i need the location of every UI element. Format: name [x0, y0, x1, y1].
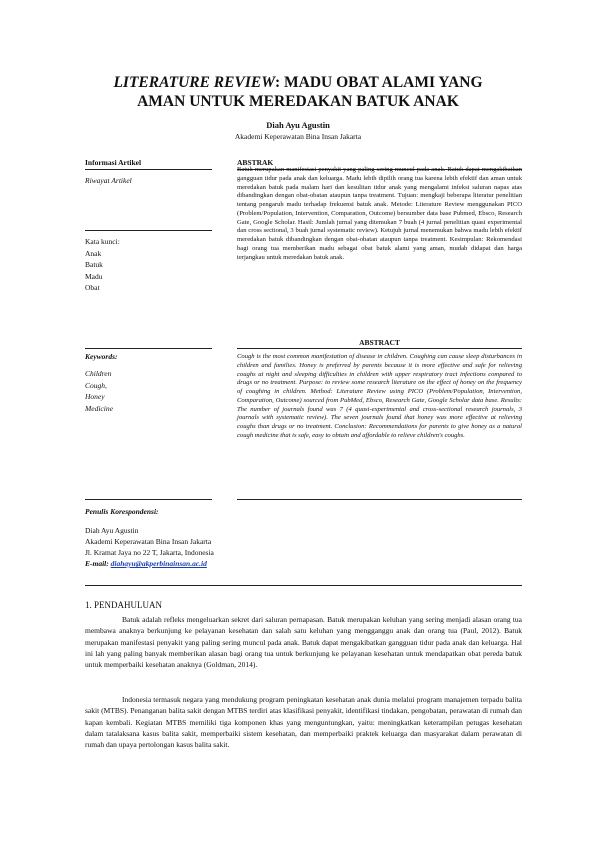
keywords-id-block: [85, 236, 120, 294]
keyword-id: Obat: [85, 283, 100, 292]
intro-paragraph-1: Batuk adalah refleks mengeluarkan sekret dari saluran pernapasan. Batuk merupakan keluhan yang sering menjadi alasan orang tua membawa anaknya berkunjung ke pelayanan kesehatan dan salah satu keluhan yang mengganggu anak dan orang tua (Paul, 2012). Batuk merupakan manifestasi penyakit yang paling sering muncul pada anak. Batuk dapat mengakibatkan gangguan tidur pada anak dan keluarga. Hal ini lah yang paling banyak memberikan alasan bagi orang tua untuk berkunjung ke pelayanan kesehatan untuk mendapatkan obat pereda batuk untuk memperbaiki kesehatan anaknya (Goldman, 2014).: [85, 615, 522, 670]
correspondence-block: [85, 506, 214, 569]
keywords-en-block: [85, 368, 113, 414]
title-line1-rest: : MADU OBAT ALAMI YANG: [274, 74, 483, 91]
abstract-heading: ABSTRACT: [359, 338, 400, 347]
divider-top-left: [85, 169, 212, 170]
section-heading-pendahuluan: 1. PENDAHULUAN: [85, 600, 162, 610]
paper-title: [60, 73, 536, 111]
abstract-text: Cough is the most common manifestation of disease in children. Coughing can cause sleep disturbances in children and families. Honey is preferred by parents because it is more effective and safe for relieving coughs at night and sleeping difficulties in children with upper respiratory tract infections compared to drugs or no treatment. Purpose: to review some research literature on the effect of honey on the frequency of coughing in children. Method: Literature Review using PICO (Problem/Population, Intervention, Comparation, Outcome) sourced from PubMed, Ebsco, Research Gate, Google Scholar data base. Results: The number of journals found was 7 (4 quasi-experimental and cross-sectional research journals, 3 journals with systematic review). The seven journals found that honey was more effective at relieving coughs than drugs or no treatment. Conclusion: Recommendations for parents to give honey as a natural cough medicine that is safe, easy to obtain and affordable to relieve children's coughs.: [237, 353, 522, 439]
divider-abstract-left: [85, 348, 212, 349]
divider-keywords-left: [85, 230, 212, 231]
keyword-en: Honey: [85, 392, 105, 401]
correspondence-email-line: [85, 558, 214, 569]
divider-bottom-right: [237, 499, 522, 500]
divider-section: [85, 585, 522, 586]
keyword-en: Cough,: [85, 380, 107, 390]
divider-abstract-right: [237, 348, 522, 349]
title-italic-part: LITERATURE REVIEW: [113, 74, 275, 91]
author-affiliation: Akademi Keperawatan Bina Insan Jakarta: [234, 132, 362, 141]
keywords-id-label: Kata kunci:: [85, 237, 120, 246]
keywords-en-label: Keywords:: [85, 352, 118, 361]
email-label: E-mail:: [85, 559, 111, 568]
keyword-id: Madu: [85, 271, 103, 281]
title-line2: AMAN UNTUK MEREDAKAN BATUK ANAK: [137, 93, 459, 110]
correspondence-name: Diah Ayu Agustin: [85, 526, 139, 535]
keyword-id: Batuk: [85, 260, 103, 269]
author-name: Diah Ayu Agustin: [266, 120, 330, 130]
correspondence-label: Penulis Korespondensi:: [85, 507, 159, 516]
email-link[interactable]: diahayu@akperbinainsan.ac.id: [110, 559, 207, 568]
abstrak-heading: ABSTRAK: [237, 158, 274, 167]
history-label: Riwayat Artikel: [85, 176, 132, 185]
article-info-heading: Informasi Artikel: [85, 158, 142, 167]
keyword-en: Medicine: [85, 403, 113, 413]
keyword-id: Anak: [85, 248, 102, 258]
divider-bottom-left: [85, 499, 212, 500]
keyword-en: Children: [85, 369, 112, 378]
intro-paragraph-2: Indonesia termasuk negara yang mendukung program peningkatan kesehatan anak dunia melalui program manajemen terpadu balita sakit (MTBS). Penanganan balita sakit dengan MTBS terdiri atas klasifikasi penyakit, identifikasi tindakan, pengobatan, perawatan di rumah dan kapan kembali. Kegiatan MTBS memiliki tiga komponen khas yang menguntungkan, yaitu: meningkatkan keterampilan petugas kesehatan dalam tatalaksana kasus balita sakit, memperbaiki sistem kesehatan, dan memperbaiki praktek keluarga dan masyarakat dalam perawatan di rumah dan upaya pertolongan kasus balita sakit.: [85, 695, 522, 750]
correspondence-institution: Akademi Keperawatan Bina Insan Jakarta: [85, 537, 212, 546]
correspondence-address: Jl. Kramat Jaya no 22 T, Jakarta, Indonesia: [85, 548, 214, 557]
abstrak-text: Batuk merupakan manifestasi penyakit yang paling sering muncul pada anak. Batuk dapat mengakibatkan gangguan tidur pada anak dan keluarga. Madu lebih dipilih orang tua karena lebih efektif dan aman untuk meredakan batuk pada malam hari dan kesulitan tidur anak yang mengalami infeksi saluran napas atas dibandingkan dengan obat-obatan ataupun tanpa treatment. Tujuan: mengkaji beberapa literatur penelitian tentang pengaruh madu terhadap frekuensi batuk anak. Metode: Literature Review menggunakan PICO (Problem/Population, Intervention, Comparation, Outcome) bersumber data base Pubmed, Ebsco, Research Gate, Google Scholar. Hasil: Jumlah jurnal yang ditemukan 7 buah (4 jurnal penelitian quasi experimental dan cross sectional, 3 buah jurnal systematic review). Ketujuh jurnal menemukan bahwa madu lebih efektif meredakan batuk dibandingkan dengan obat-obatan ataupun tanpa treatment. Kesimpulan: Rekomendasi bagi orang tua memberikan madu sebagai obat batuk alami yang aman, mudah didapat dan harga terjangkau untuk meredakan batuk anak.: [237, 166, 522, 261]
